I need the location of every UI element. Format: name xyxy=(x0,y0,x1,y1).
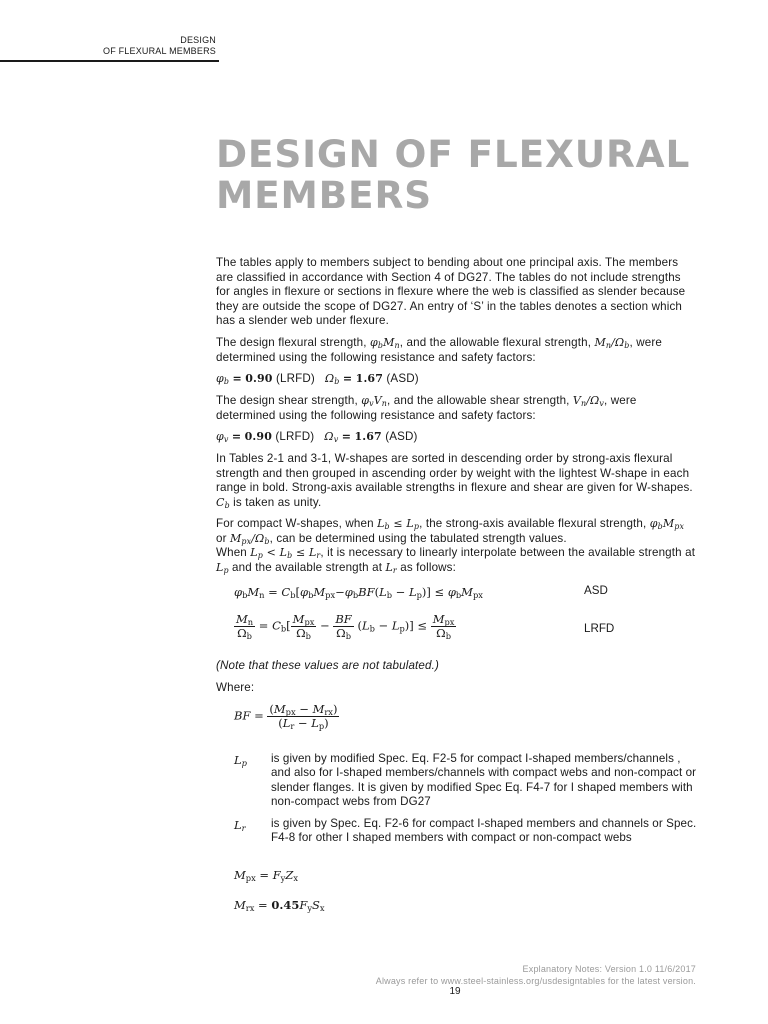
math-mpx-omega: $M_{px}/\Omega_b$ xyxy=(229,531,270,546)
equation-1-label: ASD xyxy=(584,584,608,597)
header-rule xyxy=(0,60,219,62)
math-vn-omega: $V_n/\Omega_v$ xyxy=(572,394,605,408)
page-title: DESIGN OF FLEXURAL MEMBERS xyxy=(216,132,691,217)
text: , were determined using the following resistance and safety factors: xyxy=(216,336,662,364)
text: , and the allowable shear strength, xyxy=(387,394,573,407)
math-lp: $L_p$ xyxy=(216,560,229,575)
text: When xyxy=(216,546,251,560)
paragraph-compact-w-shapes xyxy=(216,517,698,575)
math-lb-le-lp: $L_b \le L_p$ xyxy=(377,517,420,531)
text: For compact W-shapes, when xyxy=(216,517,378,530)
definition-lp: is given by modified Spec. Eq. F2-5 for compact I-shaped members/channels , and also for I-shaped members/channels with compact webs and non-compact or slender flanges. It is given by modified Spec Eq. F4-7 for I shaped members with non-compact webs from DG27 xyxy=(271,752,697,809)
equation-mpx: $M_{px} = F_yZ_x$ xyxy=(234,868,299,884)
text: or xyxy=(216,531,230,545)
math-cb: $C_b$ xyxy=(216,495,230,510)
definition-lr: is given by Spec. Eq. F2-6 for compact I-shaped members and channels or Spec. F4-8 for other I shaped members with compact or non-compact webs xyxy=(271,817,697,845)
equation-interpolation-1: $\varphi_bM_n = C_b[\varphi_bM_{px}-\varphi_bBF(L_b - L_p)] \le \varphi_bM_{px}$ xyxy=(234,585,483,601)
paragraph-scope: The tables apply to members subject to bending about one principal axis. The members are classified in accordance with Section 4 of DG27. The tables do not include strengths for angles in flexure or sections in flexure where the web is classified as slender because they are outside the scope of DG27. An entry of ‘S’ in the tables denotes a section which has a slender web under flexure. xyxy=(216,256,686,328)
text: is taken as unity. xyxy=(229,495,322,509)
shear-factors: $\varphi_v = 0.90$ (LRFD) $\Omega_v = 1.67$ (ASD) xyxy=(216,430,418,444)
equation-interpolation-2: $\frac{M_n}{\Omega_b}$ = $C_b$[ $\frac{M_{px}}{\Omega_b}$ − $\frac{BF}{\Omega_b}$ $(L_b - L_p)$] ≤ $\frac{M_{px}}{\Omega_b}$ xyxy=(236,612,455,642)
page-number: 19 xyxy=(449,986,461,997)
math-omega-v: $\Omega_v$ xyxy=(324,430,339,444)
math-lr: $L_r$ xyxy=(385,560,397,575)
math-phiv-vn: $\varphi_vV_n$ xyxy=(361,394,388,408)
where-label: Where: xyxy=(216,681,255,694)
lrfd-label: (LRFD) xyxy=(275,372,315,385)
text: , the strong-axis available flexural strength, xyxy=(419,517,650,530)
text: , were determined using the following resistance and safety factors: xyxy=(216,394,637,422)
math-mn-omega: $M_n/\Omega_b$ xyxy=(594,336,630,350)
equation-mrx: $M_{rx} = 0.45F_yS_x$ xyxy=(234,898,325,914)
text: The design shear strength, xyxy=(216,394,362,407)
text: , can be determined using the tabulated strength values. xyxy=(269,531,567,545)
text: and the available strength at xyxy=(228,560,386,574)
omega-v-value: 1.67 xyxy=(354,430,382,443)
phi-b-value: 0.90 xyxy=(245,372,273,385)
math-phib-mpx: $\varphi_bM_{px}$ xyxy=(649,517,685,531)
math-phi-v: $\varphi_v$ xyxy=(216,430,229,444)
text: The design flexural strength, xyxy=(216,336,371,349)
note-not-tabulated: (Note that these values are not tabulated.) xyxy=(216,659,440,672)
paragraph-tables xyxy=(216,452,698,510)
text: as follows: xyxy=(396,560,457,574)
text: , it is necessary to linearly interpolate between the available strength at xyxy=(320,546,696,560)
mrx-coefficient: 0.45 xyxy=(271,898,300,912)
text: In Tables 2-1 and 3-1, W-shapes are sorted in descending order by strong-axis flexural strength and then grouped in ascending order by weight with the lightest W-shape in each range in bold. Strong-axis available strengths in flexure and shear are given for W-shapes. xyxy=(216,452,693,495)
paragraph-flexural-strength xyxy=(216,336,698,365)
flexure-factors: $\varphi_b = 0.90$ (LRFD) $\Omega_b = 1.67$ (ASD) xyxy=(216,372,419,386)
lrfd-label: (LRFD) xyxy=(275,430,315,443)
symbol-lr: $L_r$ xyxy=(234,818,246,834)
symbol-lp: $L_p$ xyxy=(234,753,247,769)
running-header-line2: OF FLEXURAL MEMBERS xyxy=(103,46,216,56)
asd-label: (ASD) xyxy=(386,372,419,385)
paragraph-shear-strength xyxy=(216,394,698,423)
asd-label: (ASD) xyxy=(385,430,418,443)
running-header xyxy=(103,35,216,57)
math-lp-lb-lr: $L_p < L_b \le L_r$ xyxy=(250,546,321,561)
equation-2-label: LRFD xyxy=(584,622,615,635)
math-phi-b: $\varphi_b$ xyxy=(216,372,230,386)
phi-v-value: 0.90 xyxy=(244,430,273,443)
text: , and the allowable flexural strength, xyxy=(399,336,595,349)
footer-link-note: Always refer to www.steel-stainless.org/usdesigntables for the latest version. xyxy=(375,976,696,986)
omega-b-value: 1.67 xyxy=(355,372,384,385)
math-phib-mn: $\varphi_bM_n$ xyxy=(370,336,400,350)
equation-bf: BF = $\frac{(M_{px} - M_{rx})}{(L_r - L_p)}$ xyxy=(234,702,338,732)
math-omega-b: $\Omega_b$ xyxy=(325,372,340,386)
footer-version: Explanatory Notes: Version 1.0 11/6/2017 xyxy=(522,964,696,974)
running-header-line1: DESIGN xyxy=(180,35,216,45)
